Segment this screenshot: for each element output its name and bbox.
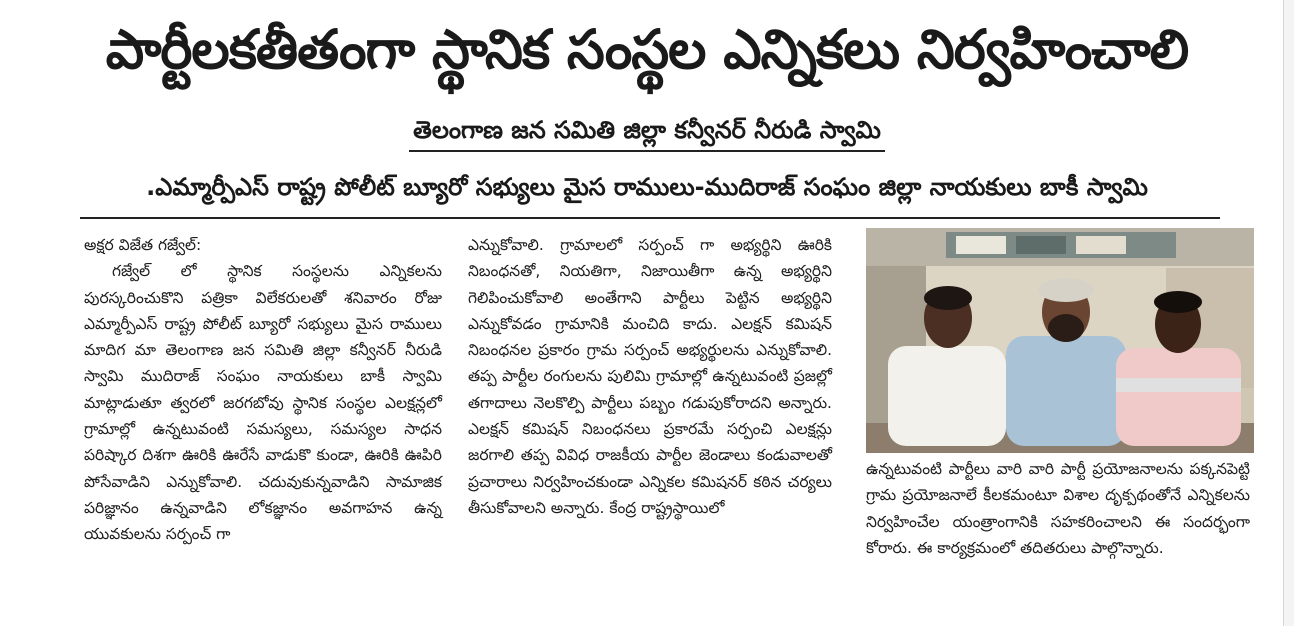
header-divider [80,217,1220,219]
subheading-convener-text: తెలంగాణ జన సమితి జిల్లా కన్వీనర్ నీరుడి స్వామి [409,112,885,152]
column-1-text: గజ్వేల్ లో స్థానిక సంస్థలను ఎన్నికలను పురస్కరించుకొని పత్రికా విలేకరులతో శనివారం రోజు ఎమ్మార్పీఎస్ రాష్ట్ర పోలీట్ బ్యూరో సభ్యులు మైస రాములు మాదిగ మా తెలంగాణ జన సమితి జిల్లా కన్వీనర్ నీరుడి స్వామి ముదిరాజ్ సంఘం నాయకులు బాకీ స్వామి మాట్లాడుతూ త్వరలో జరగబోవు స్థానిక సంస్థల ఎలక్షన్లలో గ్రామాల్లో ఉన్నటువంటి సమస్యలు, సమస్యల సాధన పరిష్కార దిశగా ఊరికి ఊరేసే వాడుకొ కుండా, ఊరికి ఊపిరి పోసేవాడిని ఎన్నుకోవాలి. చదువుకున్నవాడిని సామాజిక పరిజ్ఞానం ఉన్నవాడిని లోకజ్ఞానం అవగాహన ఉన్న యువకులను సర్పంచ్ గా [84,262,442,544]
dateline: అక్షర విజేత గజ్వేల్: [84,236,202,254]
article-column-2 [468,232,832,521]
subheading-leaders: .ఎమ్మార్పీఎస్ రాష్ట్ర పోలీట్ బ్యూరో సభ్యులు మైస రాములు-ముదిరాజ్ సంఘం జిల్లా నాయకులు బాకీ స్వామి [146,173,1148,201]
headline: పార్టీలకతీతంగా స్థానిక సంస్థల ఎన్నికలు నిర్వహించాలి [105,18,1189,81]
photo-caption: ఉన్నటువంటి పార్టీలు వారి వారి పార్టీ ప్రయోజనాలను పక్కనపెట్టి గ్రామ ప్రయోజనాలే కీలకమంటూ విశాల దృక్పథంతోనే ఎన్నికలను నిర్వహించేల యంత్రాంగానికి సహకరించాలని ఈ సందర్భంగా కోరారు. ఈ కార్యక్రమంలో తదితరులు పాల్గొన్నారు. [866,460,1250,557]
news-photo [866,228,1254,453]
subheading-convener [0,112,1294,152]
article-column-1 [84,232,442,548]
column-2-text: ఎన్నుకోవాలి. గ్రామాలలో సర్పంచ్ గా అభ్యర్థిని ఊరికి నిబంధనతో, నియతిగా, నిజాయితీగా ఉన్న అభ్యర్థిని గెలిపించుకోవాలి అంతేగాని పార్టీలు పెట్టిన అభ్యర్థిని ఎన్నుకోవడం గ్రామానికి మంచిది కాదు. ఎలక్షన్ కమిషన్ నిబంధనల ప్రకారం గ్రామ సర్పంచ్ అభ్యర్థులను ఎన్నుకోవాలి. తప్ప పార్టీల రంగులను పులిమి గ్రామాల్లో ఉన్నటువంటి ప్రజల్లో తగాదాలు నెలకొల్పి పార్టీలు పబ్బం గడుపుకోరాదని అన్నారు. ఎలక్షన్ కమిషన్ నిబంధనలు ప్రకారమే సర్పంచి ఎలక్షన్లు జరగాలి తప్ప వివిధ రాజకీయ పార్టీల జెండాలు కండువాలతో ప్రచారాలు నిర్వహించకుండా ఎన్నికల కమిషనర్ కఠిన చర్యలు తీసుకోవాలని అన్నారు. కేంద్ర రాష్ట్రస్థాయిలో [468,236,832,517]
page-edge [1283,0,1294,626]
